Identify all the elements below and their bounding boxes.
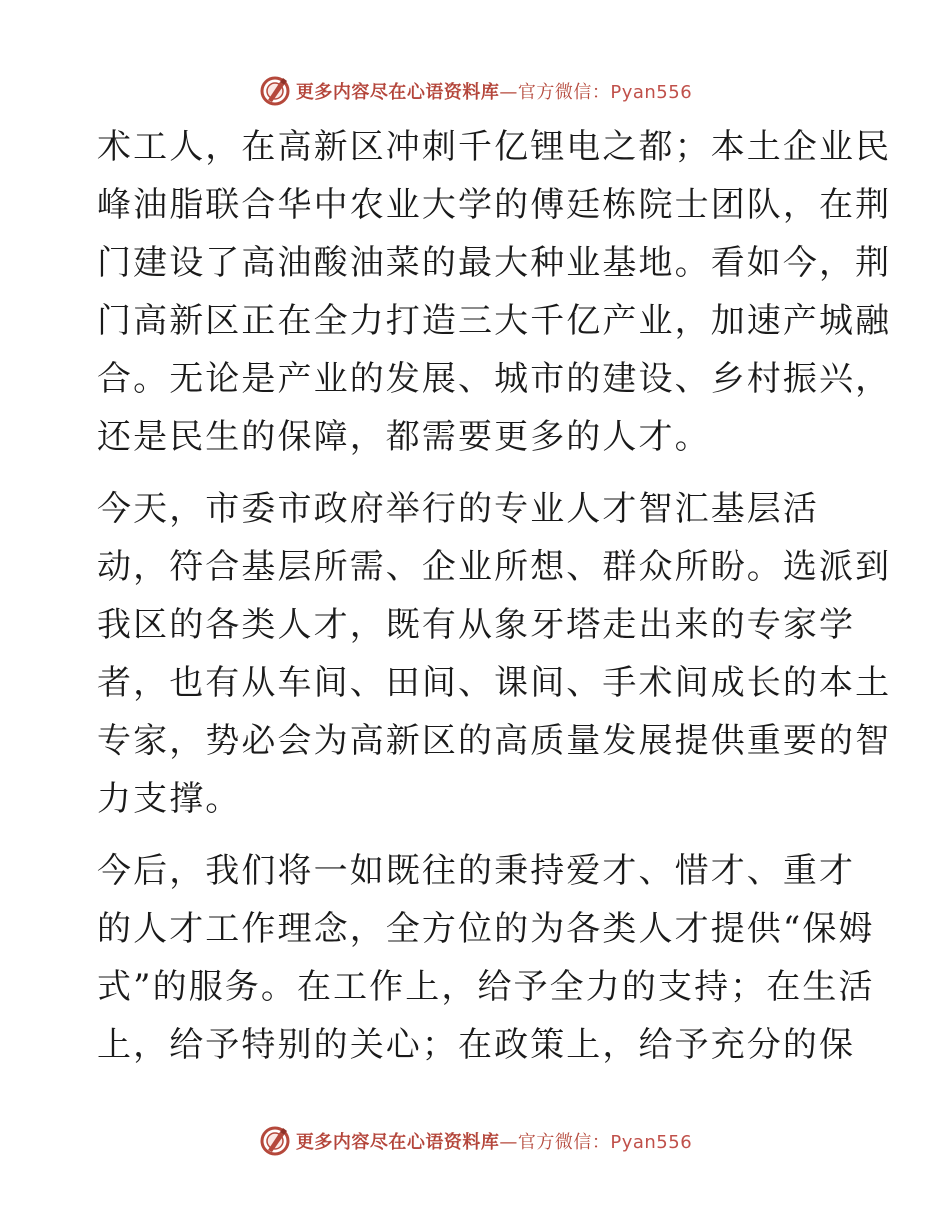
watermark-separator: — [499, 82, 518, 103]
watermark-wechat-id: Pyan556 [610, 82, 693, 103]
footer-watermark [0, 1121, 950, 1161]
header-watermark [0, 71, 950, 111]
pen-logo-icon [258, 1124, 292, 1158]
text-line: 的人才工作理念，全方位的为各类人才提供“保姆 [97, 909, 875, 949]
text-line: 门建设了高油酸油菜的最大种业基地。看如今，荆 [97, 243, 892, 283]
text-line: 力支撑。 [97, 779, 242, 819]
text-line: 今后，我们将一如既往的秉持爱才、惜才、重才 [97, 851, 856, 891]
watermark-wechat-id: Pyan556 [610, 1132, 693, 1153]
watermark-wechat-label: 官方微信： [517, 82, 611, 103]
paragraph [97, 480, 892, 828]
watermark-text [296, 78, 692, 104]
watermark-wechat-label: 官方微信： [517, 1132, 611, 1153]
document-body [97, 118, 892, 1074]
text-line: 专家，势必会为高新区的高质量发展提供重要的智 [97, 721, 892, 761]
text-line: 术工人，在高新区冲刺千亿锂电之都；本土企业民 [97, 127, 892, 167]
pen-logo-icon [258, 74, 292, 108]
text-line: 者，也有从车间、田间、课间、手术间成长的本土 [97, 663, 892, 703]
text-line: 合。无论是产业的发展、城市的建设、乡村振兴， [97, 359, 892, 399]
text-line: 还是民生的保障，都需要更多的人才。 [97, 417, 711, 457]
text-line: 我区的各类人才，既有从象牙塔走出来的专家学 [97, 605, 856, 645]
watermark-brand: 更多内容尽在心语资料库 [295, 1132, 500, 1153]
text-line: 今天，市委市政府举行的专业人才智汇基层活 [97, 489, 819, 529]
text-line: 峰油脂联合华中农业大学的傅廷栋院士团队，在荆 [97, 185, 892, 225]
watermark-separator: — [499, 1132, 518, 1153]
watermark-brand: 更多内容尽在心语资料库 [295, 82, 500, 103]
text-line: 动，符合基层所需、企业所想、群众所盼。选派到 [97, 547, 892, 587]
text-line: 门高新区正在全力打造三大千亿产业，加速产城融 [97, 301, 892, 341]
watermark-text [296, 1128, 692, 1154]
text-line: 上，给予特别的关心；在政策上，给予充分的保 [97, 1025, 856, 1065]
paragraph [97, 842, 875, 1074]
paragraph [97, 118, 892, 466]
text-line: 式”的服务。在工作上，给予全力的支持；在生活 [97, 967, 875, 1007]
